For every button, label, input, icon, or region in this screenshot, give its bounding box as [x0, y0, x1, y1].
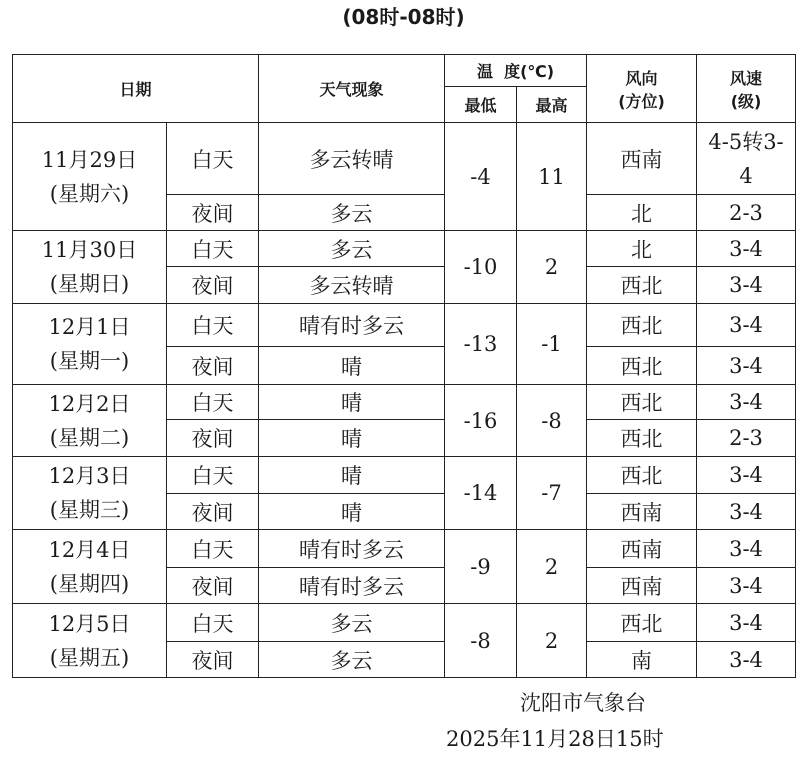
- period-label: 夜间: [167, 420, 259, 457]
- temp-min-cell: -8: [445, 604, 517, 678]
- wind-direction-cell: 南: [587, 642, 697, 678]
- temp-max-cell: 2: [517, 604, 587, 678]
- period-label: 白天: [167, 457, 259, 494]
- wind-direction-cell: 西北: [587, 420, 697, 457]
- weather-cell: 晴有时多云: [259, 568, 445, 604]
- date-cell: [13, 123, 167, 231]
- header-wind-direction-line2: (方位): [618, 91, 665, 111]
- weekday-label: (星期五): [49, 645, 130, 670]
- temp-min-cell: -13: [445, 304, 517, 385]
- wind-speed-cell: 3-4: [697, 267, 796, 304]
- header-temp-max: 最高: [517, 87, 587, 123]
- weekday-label: (星期四): [49, 571, 130, 596]
- wind-speed-cell: 3-4: [697, 385, 796, 420]
- wind-speed-cell: 3-4: [697, 604, 796, 642]
- table-row: [13, 457, 796, 494]
- wind-speed-cell: 3-4: [697, 568, 796, 604]
- temp-max-cell: -7: [517, 457, 587, 530]
- temp-max-cell: -8: [517, 385, 587, 457]
- period-label: 白天: [167, 530, 259, 568]
- period-label: 白天: [167, 385, 259, 420]
- temp-min-cell: -10: [445, 231, 517, 304]
- wind-speed-cell: 2-3: [697, 195, 796, 231]
- weather-cell: 晴有时多云: [259, 304, 445, 347]
- wind-direction-cell: 西北: [587, 457, 697, 494]
- temp-max-cell: 2: [517, 530, 587, 604]
- date-label: 12月4日: [48, 537, 131, 562]
- date-cell: [13, 457, 167, 530]
- temp-min-cell: -16: [445, 385, 517, 457]
- wind-direction-cell: 北: [587, 195, 697, 231]
- wind-direction-cell: 西北: [587, 347, 697, 385]
- date-cell: [13, 530, 167, 604]
- header-weather: 天气现象: [259, 55, 445, 123]
- date-label: 11月29日: [41, 147, 138, 172]
- period-label: 夜间: [167, 642, 259, 678]
- wind-speed-cell: 3-4: [697, 530, 796, 568]
- period-label: 白天: [167, 604, 259, 642]
- weekday-label: (星期三): [49, 498, 130, 522]
- period-label: 夜间: [167, 494, 259, 530]
- wind-speed-cell: 3-4: [697, 494, 796, 530]
- weekday-label: (星期二): [49, 425, 130, 450]
- temp-min-cell: -9: [445, 530, 517, 604]
- weather-cell: 晴: [259, 347, 445, 385]
- weather-cell: 多云转晴: [259, 123, 445, 195]
- wind-direction-cell: 西北: [587, 304, 697, 347]
- wind-speed-cell: 3-4: [697, 347, 796, 385]
- table-row: [13, 604, 796, 642]
- period-label: 白天: [167, 304, 259, 347]
- issuing-organization: 沈阳市气象台: [520, 691, 646, 715]
- date-cell: [13, 231, 167, 304]
- weekday-label: (星期一): [49, 349, 130, 373]
- wind-speed-cell: 3-4: [697, 457, 796, 494]
- temp-max-cell: -1: [517, 304, 587, 385]
- weather-cell: 晴: [259, 457, 445, 494]
- temp-min-cell: -14: [445, 457, 517, 530]
- period-label: 白天: [167, 123, 259, 195]
- period-label: 夜间: [167, 195, 259, 231]
- date-cell: [13, 604, 167, 678]
- weather-cell: 多云: [259, 604, 445, 642]
- table-subtitle: (08时-08时): [342, 5, 465, 29]
- wind-direction-cell: 西南: [587, 568, 697, 604]
- wind-direction-cell: 西南: [587, 494, 697, 530]
- date-label: 12月1日: [48, 315, 131, 339]
- header-wind-speed: [697, 55, 796, 123]
- date-cell: [13, 385, 167, 457]
- table-row: [13, 123, 796, 195]
- date-label: 11月30日: [41, 238, 138, 262]
- wind-speed-cell: 3-4: [697, 642, 796, 678]
- weather-cell: 晴: [259, 385, 445, 420]
- wind-direction-cell: 西北: [587, 604, 697, 642]
- wind-speed-cell: 3-4: [697, 304, 796, 347]
- weather-cell: 多云: [259, 195, 445, 231]
- date-cell: [13, 304, 167, 385]
- temp-max-cell: 2: [517, 231, 587, 304]
- wind-direction-cell: 西北: [587, 267, 697, 304]
- weekday-label: (星期日): [49, 272, 130, 296]
- table-row: [13, 530, 796, 568]
- header-wind-speed-line1: 风速: [730, 68, 763, 88]
- date-label: 12月3日: [48, 464, 131, 488]
- wind-direction-cell: 北: [587, 231, 697, 267]
- table-row: [13, 385, 796, 420]
- wind-speed-cell: 3-4: [697, 231, 796, 267]
- weather-cell: 多云: [259, 642, 445, 678]
- date-label: 12月5日: [48, 611, 131, 636]
- header-wind-direction-line1: 风向: [625, 68, 658, 88]
- wind-direction-cell: 西北: [587, 385, 697, 420]
- weather-cell: 多云转晴: [259, 267, 445, 304]
- issue-time: 2025年11月28日15时: [446, 727, 664, 751]
- weather-cell: 晴有时多云: [259, 530, 445, 568]
- header-temp-min: 最低: [445, 87, 517, 123]
- wind-speed-cell: 4-5转3-4: [697, 123, 796, 195]
- header-wind-speed-line2: (级): [730, 91, 762, 111]
- period-label: 夜间: [167, 267, 259, 304]
- weather-cell: 晴: [259, 420, 445, 457]
- wind-direction-cell: 西南: [587, 530, 697, 568]
- period-label: 夜间: [167, 347, 259, 385]
- weekday-label: (星期六): [49, 181, 130, 206]
- date-label: 12月2日: [48, 391, 131, 416]
- table-row: [13, 304, 796, 347]
- table-row: [13, 231, 796, 267]
- wind-speed-cell: 2-3: [697, 420, 796, 457]
- header-wind-direction: [587, 55, 697, 123]
- wind-direction-cell: 西南: [587, 123, 697, 195]
- header-date: 日期: [13, 55, 259, 123]
- period-label: 白天: [167, 231, 259, 267]
- temp-min-cell: -4: [445, 123, 517, 231]
- header-temperature: 温 度(℃): [445, 55, 587, 87]
- period-label: 夜间: [167, 568, 259, 604]
- weather-cell: 多云: [259, 231, 445, 267]
- forecast-table: [12, 54, 796, 678]
- temp-max-cell: 11: [517, 123, 587, 231]
- weather-cell: 晴: [259, 494, 445, 530]
